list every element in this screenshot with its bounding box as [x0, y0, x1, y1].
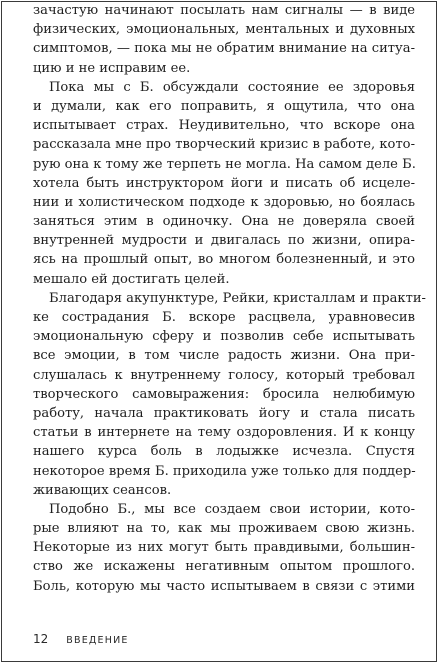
text-line: все эмоции, в том числе радость жизни. Она при- — [33, 348, 415, 364]
text-line: слушалась к внутреннему голосу, который требовал — [33, 367, 415, 383]
text-line: живающих сеансов. — [33, 482, 172, 498]
text-line: физических, эмоциональных, ментальных и духовных — [33, 22, 415, 38]
text-line: эмоциональную сферу и позволив себе испытывать — [33, 329, 415, 345]
text-line: зачастую начинают посылать нам сигналы — в виде — [33, 3, 415, 18]
text-line: рую она к тому же терпеть не могла. На самом деле Б. — [33, 156, 416, 172]
text-line: работу, начала практиковать йогу и стала писать — [33, 405, 415, 421]
text-line: ство же искажены негативным опытом прошлого. — [33, 559, 415, 575]
text-line: ке сострадания Б. вскоре расцвела, уравновесив — [33, 310, 415, 325]
text-line: Некоторые из них могут быть правдивыми, большин- — [33, 540, 415, 556]
text-line: заняться этим в одиночку. Она не доверяла своей — [33, 214, 415, 230]
text-line: ясь на прошлый опыт, во многом болезненный, и это — [33, 252, 415, 268]
page-footer — [33, 632, 129, 646]
text-line: Пока мы с Б. обсуждали состояние ее здоровья — [49, 79, 415, 95]
text-line: хотела быть инструктором йоги и писать об исцеле- — [33, 175, 415, 191]
text-line: Благодаря акупунктуре, Рейки, кристаллам и практи- — [49, 290, 426, 306]
paragraph — [33, 500, 415, 596]
text-line: творческого самовыражения: бросила нелюбимую — [33, 386, 415, 402]
text-line: мешало ей достигать целей. — [33, 271, 230, 287]
paragraph — [33, 289, 426, 500]
text-line: нии и холистическом подходе к здоровью, но боялась — [33, 194, 415, 210]
text-line: Подобно Б., мы все создаем свои истории, кото- — [49, 501, 415, 517]
text-line: симптомов, — пока мы не обратим внимание на ситуа- — [33, 41, 415, 57]
text-line: цию и не исправим ее. — [33, 60, 191, 76]
text-line: некоторое время Б. приходила уже только для поддер- — [33, 463, 416, 479]
page-number: 12 — [33, 632, 49, 646]
text-line: статьи в интернете на тему оздоровления. И к концу — [33, 425, 415, 441]
text-line: и думали, как его поправить, я ощутила, что она — [33, 98, 415, 114]
text-line: внутренней мудрости и двигалась по жизни, опира- — [33, 233, 415, 249]
paragraph — [33, 1, 415, 78]
text-line: нашего курса боль в лодыжке исчезла. Спустя — [33, 444, 415, 460]
running-head: ВВЕДЕНИЕ — [66, 635, 129, 646]
text-line: Боль, которую мы часто испытываем в связи с этими — [33, 578, 415, 594]
text-line: испытывает страх. Неудивительно, что вскоре она — [33, 118, 415, 134]
paragraph — [33, 78, 415, 289]
text-line: рые влияют на то, как мы проживаем свою жизнь. — [33, 521, 415, 537]
text-line: рассказала мне про творческий кризис в работе, кото- — [33, 137, 415, 153]
body-text — [33, 1, 426, 596]
